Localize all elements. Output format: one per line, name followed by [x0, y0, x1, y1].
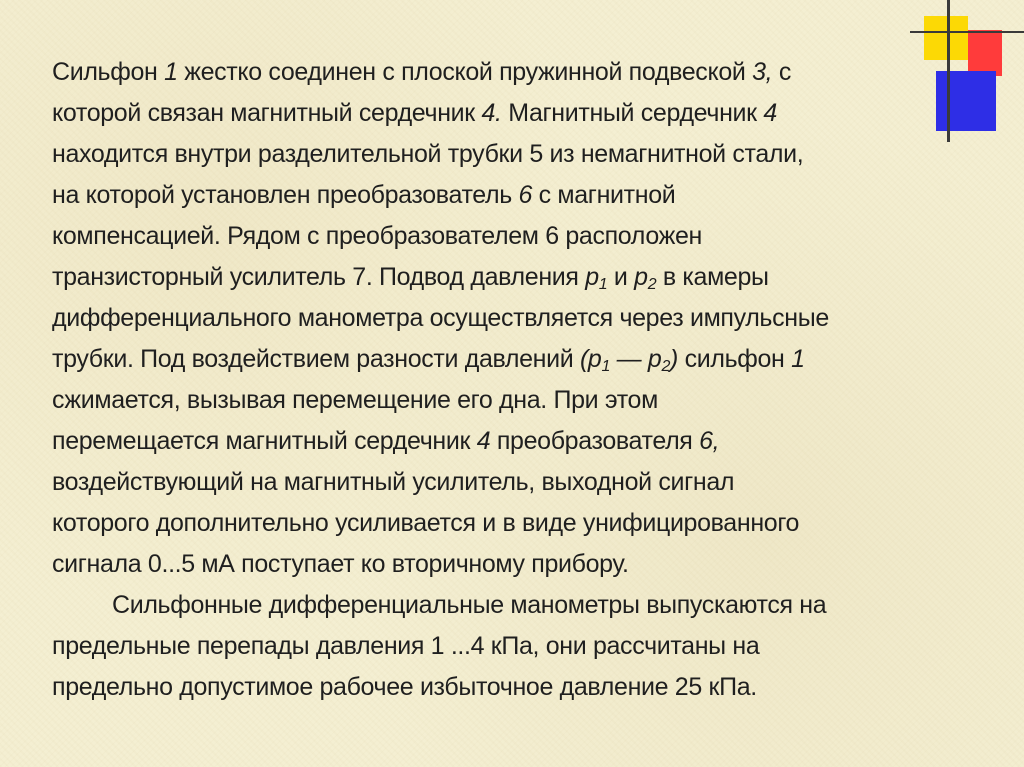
text-run: и: [607, 263, 635, 291]
text-line: Сильфонные дифференциальные манометры выпускаются на: [112, 591, 827, 619]
text-line: которого дополнительно усиливается и в виде унифицированного: [52, 509, 800, 537]
text-run: — p: [610, 345, 662, 373]
pressure-difference: [580, 345, 678, 373]
text-run: с: [772, 58, 791, 86]
text-line: находится внутри разделительной трубки 5 из немагнитной стали,: [52, 140, 804, 168]
text-run: преобразователя: [490, 427, 700, 455]
slide-body-text: [52, 52, 972, 708]
text-run: жестко соединен с плоской пружинной подвеской: [177, 58, 753, 86]
text-run: трубки. Под воздействием разности давлений: [52, 345, 580, 373]
text-run: перемещается магнитный сердечник: [52, 427, 477, 455]
subscript: 2: [661, 358, 670, 375]
text-run: Магнитный сердечник: [501, 99, 764, 127]
paragraph-specifications: [52, 585, 972, 708]
text-line: компенсацией. Рядом с преобразователем 6 расположен: [52, 222, 702, 250]
text-line: [52, 257, 972, 298]
pressure-letter: p: [634, 263, 648, 291]
subscript: 2: [647, 276, 657, 293]
text-line: [52, 175, 972, 216]
paragraph-description: [52, 52, 972, 585]
italic-ref: 1: [791, 345, 805, 373]
text-run: (p: [579, 345, 602, 373]
italic-ref: 6,: [699, 427, 720, 455]
horizontal-line-decoration: [910, 31, 1024, 33]
italic-ref: 4: [763, 99, 777, 127]
text-run: сильфон: [677, 345, 792, 373]
italic-ref: 4: [476, 427, 491, 455]
pressure-symbol: [585, 263, 607, 291]
text-run: которой связан магнитный сердечник: [52, 99, 482, 127]
italic-ref: 4.: [481, 99, 502, 127]
text-run: ): [670, 345, 678, 373]
text-run: на которой установлен преобразователь: [52, 181, 519, 209]
text-line: дифференциального манометра осуществляется через импульсные: [52, 304, 829, 332]
italic-ref: 1: [164, 58, 178, 86]
subscript: 1: [598, 276, 608, 293]
text-line: сжимается, вызывая перемещение его дна. При этом: [52, 386, 658, 414]
pressure-letter: p: [585, 263, 599, 291]
text-line: [52, 421, 972, 462]
text-line: предельные перепады давления 1 ...4 кПа, они рассчитаны на: [52, 632, 760, 660]
text-line: [52, 339, 972, 380]
text-line: [52, 93, 972, 134]
text-run: Сильфон: [52, 58, 165, 86]
pressure-symbol: [634, 263, 656, 291]
text-run: с магнитной: [532, 181, 676, 209]
italic-ref: 3,: [752, 58, 773, 86]
text-run: в камеры: [656, 263, 769, 291]
text-line: воздействующий на магнитный усилитель, выходной сигнал: [52, 468, 735, 496]
italic-ref: 6: [518, 181, 533, 209]
subscript: 1: [601, 358, 611, 375]
text-line: сигнала 0...5 мА поступает ко вторичному прибору.: [52, 550, 629, 578]
text-run: транзисторный усилитель 7. Подвод давления: [52, 263, 586, 291]
red-square-decoration: [968, 30, 1002, 76]
text-line: предельно допустимое рабочее избыточное давление 25 кПа.: [52, 673, 757, 701]
text-line: [52, 52, 972, 93]
